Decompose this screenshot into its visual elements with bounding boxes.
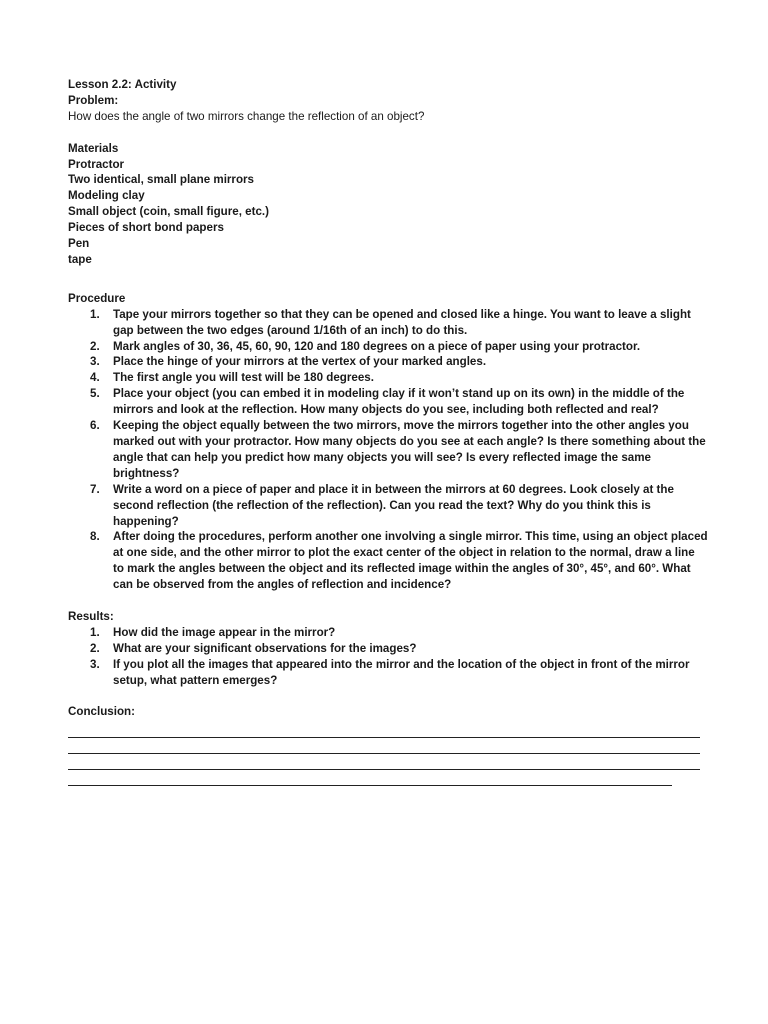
step-text: Write a word on a piece of paper and place it in between the mirrors at 60 degrees. Look closely at the second reflection (the reflection of the reflection). Can you read the text? Why do you think this is happening?	[113, 482, 674, 528]
procedure-step	[68, 307, 708, 339]
answer-line[interactable]	[68, 770, 672, 786]
results-question	[68, 657, 708, 689]
step-number: 3.	[90, 355, 100, 369]
question-text: If you plot all the images that appeared into the mirror and the location of the object in front of the mirror setup, what pattern emerges?	[113, 657, 690, 687]
results-question	[68, 625, 708, 641]
procedure-step	[68, 386, 708, 418]
material-item: Pen	[68, 237, 90, 251]
step-text: After doing the procedures, perform another one involving a single mirror. This time, using an object placed at one side, and the other mirror to plot the exact center of the object in relation to the normal, draw a line to mark the angles between the object and its reflected image within the angles of 30°, 45°, and 60°. What can be observed from the angles of reflection and incidence?	[113, 530, 708, 592]
step-number: 6.	[90, 419, 100, 433]
material-item: Two identical, small plane mirrors	[68, 173, 254, 187]
lesson-title: Lesson 2.2: Activity	[68, 78, 177, 91]
step-text: Mark angles of 30, 36, 45, 60, 90, 120 and 180 degrees on a piece of paper using your protractor.	[113, 339, 641, 353]
question-text: How did the image appear in the mirror?	[113, 625, 336, 639]
question-number: 2.	[90, 641, 100, 655]
step-text: The first angle you will test will be 180 degrees.	[113, 371, 374, 385]
question-text: What are your significant observations for the images?	[113, 641, 417, 655]
step-text: Tape your mirrors together so that they can be opened and closed like a hinge. You want to leave a slight gap between the two edges (around 1/16th of an inch) to do this.	[113, 307, 691, 337]
procedure-step	[68, 482, 708, 530]
problem-label: Problem:	[68, 93, 119, 107]
step-number: 5.	[90, 387, 100, 401]
question-number: 3.	[90, 657, 100, 671]
procedure-label: Procedure	[68, 291, 126, 305]
answer-line[interactable]	[68, 754, 700, 770]
step-number: 8.	[90, 530, 100, 544]
results-list	[68, 625, 708, 689]
procedure-step	[68, 354, 708, 370]
activity-sheet	[68, 77, 708, 786]
material-item: Small object (coin, small figure, etc.)	[68, 205, 270, 219]
step-text: Place your object (you can embed it in modeling clay if it won’t stand up on its own) in the middle of the mirrors and look at the reflection. How many objects do you see, including both reflected and real?	[113, 387, 685, 417]
conclusion-answer-lines[interactable]	[68, 722, 708, 786]
materials-list	[68, 157, 708, 268]
answer-line[interactable]	[68, 722, 700, 738]
procedure-step	[68, 418, 708, 482]
step-text: Keeping the object equally between the two mirrors, move the mirrors together into the other angles you marked out with your protractor. How many objects do you see at each angle? Is there something about the angle that can help you predict how many objects you will see? Is every reflected image the same brightness?	[113, 419, 706, 480]
conclusion-label: Conclusion:	[68, 705, 135, 719]
step-number: 4.	[90, 371, 100, 385]
results-question	[68, 641, 708, 657]
procedure-step	[68, 339, 708, 355]
question-number: 1.	[90, 625, 100, 639]
step-number: 2.	[90, 339, 100, 353]
procedure-step	[68, 370, 708, 386]
material-item: Protractor	[68, 157, 125, 171]
problem-text: How does the angle of two mirrors change the reflection of an object?	[68, 109, 425, 123]
material-item: Pieces of short bond papers	[68, 221, 224, 235]
results-label: Results:	[68, 609, 114, 623]
procedure-list	[68, 307, 708, 593]
material-item: Modeling clay	[68, 189, 145, 203]
answer-line[interactable]	[68, 738, 700, 754]
step-text: Place the hinge of your mirrors at the vertex of your marked angles.	[113, 355, 487, 369]
step-number: 1.	[90, 307, 100, 321]
step-number: 7.	[90, 482, 100, 496]
procedure-step	[68, 529, 708, 593]
materials-label: Materials	[68, 141, 119, 155]
material-item: tape	[68, 252, 92, 266]
